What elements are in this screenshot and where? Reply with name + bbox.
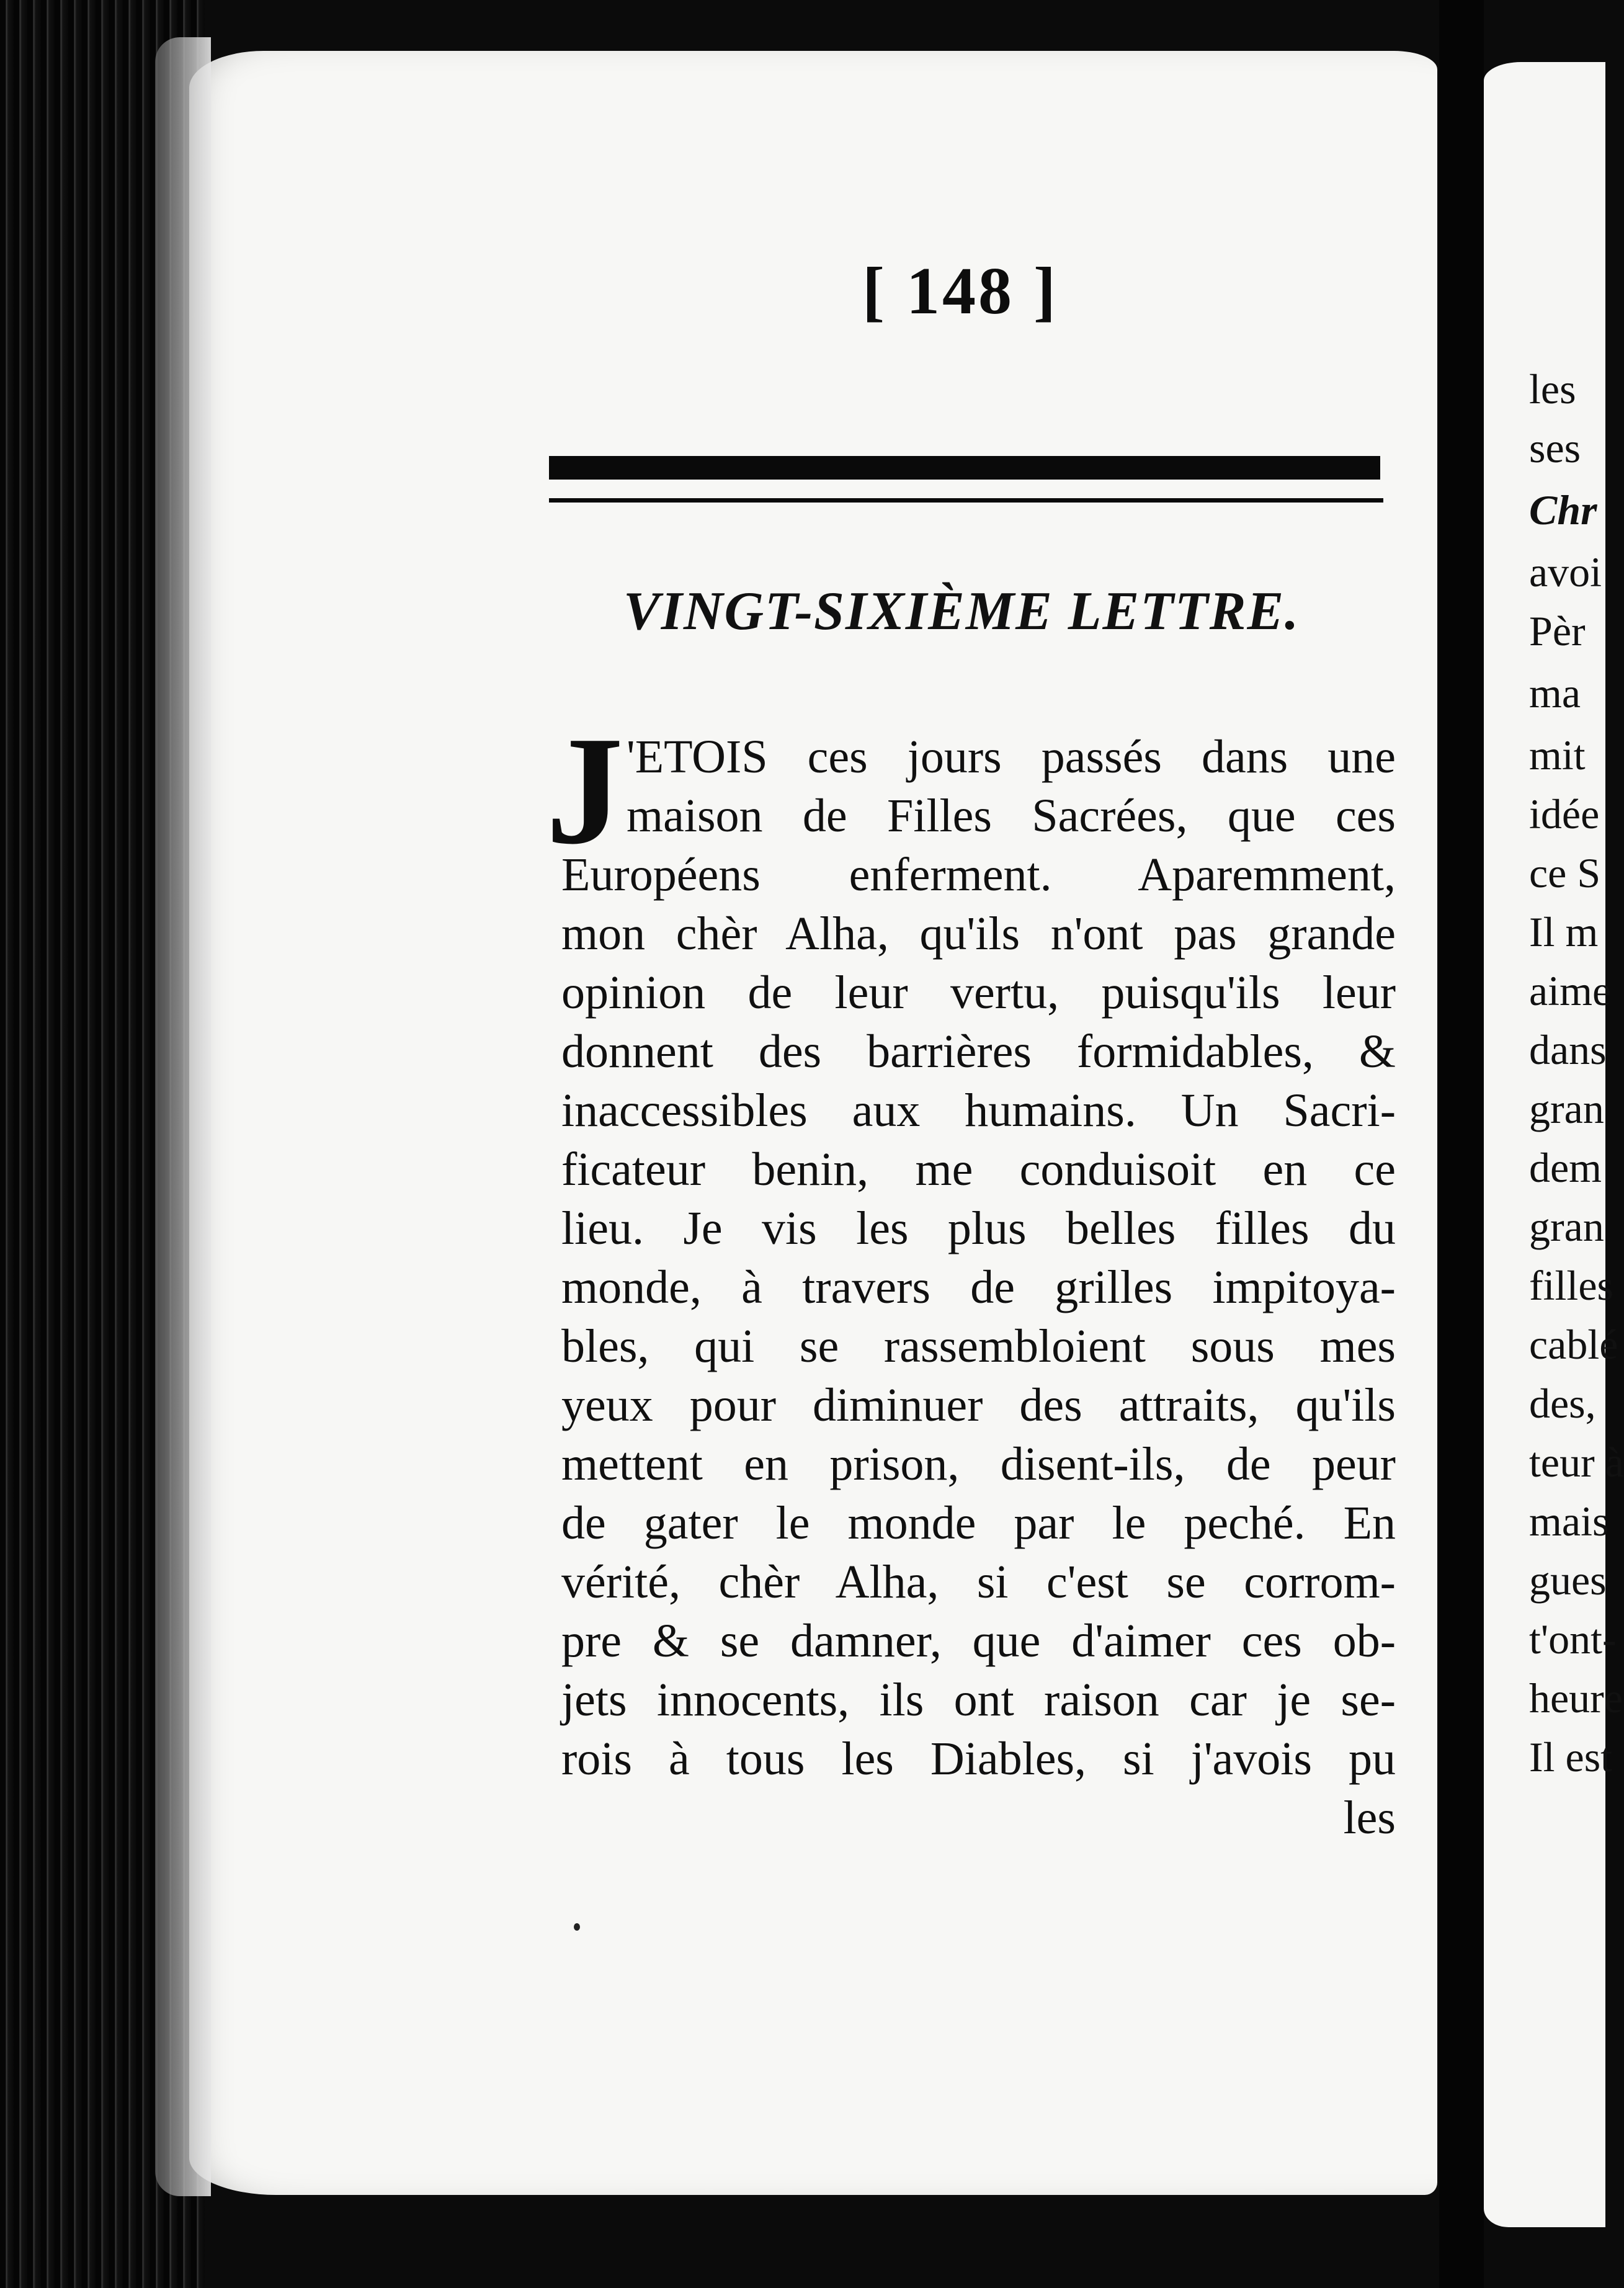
text-line: 'ETOIS ces jours passés dans une [627, 731, 1396, 783]
text-line: mon chèr Alha, qu'ils n'ont pas grande [561, 908, 1396, 960]
facing-line: ma [1529, 669, 1581, 717]
facing-line: mais [1529, 1498, 1609, 1545]
thick-rule [549, 456, 1380, 480]
facing-line: idée [1529, 790, 1600, 838]
facing-line: ce S [1529, 849, 1601, 896]
page-gutter [1439, 0, 1484, 2288]
letter-heading: VINGT-SIXIÈME LETTRE. [623, 581, 1300, 641]
facing-line: gran [1529, 1085, 1604, 1132]
drop-cap: J [546, 705, 623, 877]
facing-line: les [1529, 365, 1576, 413]
facing-line: Il est [1529, 1733, 1613, 1781]
facing-line: heure [1529, 1674, 1623, 1722]
thin-rule [549, 498, 1383, 503]
facing-line: t'ont- [1529, 1615, 1617, 1663]
facing-line: Il m [1529, 908, 1599, 955]
facing-line: Chr [1529, 486, 1597, 534]
page-number: [ 148 ] [862, 254, 1058, 328]
text-line: opinion de leur vertu, puisqu'ils leur [561, 967, 1396, 1019]
text-line: bles, qui se rassembloient sous mes [561, 1320, 1396, 1372]
text-line: ficateur benin, me conduisoit en ce [561, 1143, 1396, 1195]
text-line: vérité, chèr Alha, si c'est se corrom- [561, 1556, 1396, 1608]
text-line: donnent des barrières formidables, & [561, 1026, 1396, 1078]
facing-line: avoi [1529, 548, 1602, 596]
text-line: Européens enferment. Aparemment, [561, 849, 1396, 901]
text-line: yeux pour diminuer des attraits, qu'ils [561, 1379, 1396, 1431]
facing-line: des, [1529, 1380, 1596, 1427]
facing-line: teur à [1529, 1439, 1624, 1486]
text-line: maison de Filles Sacrées, que ces [627, 790, 1396, 842]
text-line: mettent en prison, disent-ils, de peur [561, 1438, 1396, 1490]
text-line: lieu. Je vis les plus belles filles du [561, 1202, 1396, 1254]
facing-line: aime [1529, 967, 1612, 1014]
facing-line: Pèr [1529, 607, 1586, 655]
facing-line: ses [1529, 424, 1581, 471]
text-line: monde, à travers de grilles impitoya- [561, 1261, 1396, 1313]
facing-line: mit [1529, 731, 1586, 779]
facing-line: dans [1529, 1026, 1607, 1073]
facing-line: filles [1529, 1262, 1613, 1309]
text-line: jets innocents, ils ont raison car je se- [561, 1674, 1396, 1726]
page-edge-shadow [155, 37, 211, 2196]
text-line: de gater le monde par le peché. En [561, 1497, 1396, 1549]
facing-line: gran [1529, 1203, 1604, 1250]
text-line: pre & se damner, que d'aimer ces ob- [561, 1615, 1396, 1667]
text-line: rois à tous les Diables, si j'avois pu [561, 1733, 1396, 1785]
facing-line: cablé [1529, 1321, 1618, 1368]
facing-line: gues [1529, 1557, 1607, 1604]
facing-line: dem [1529, 1144, 1602, 1191]
ink-speck [574, 1923, 580, 1931]
catchword: les [1343, 1792, 1396, 1844]
text-line: inaccessibles aux humains. Un Sacri- [561, 1084, 1396, 1137]
